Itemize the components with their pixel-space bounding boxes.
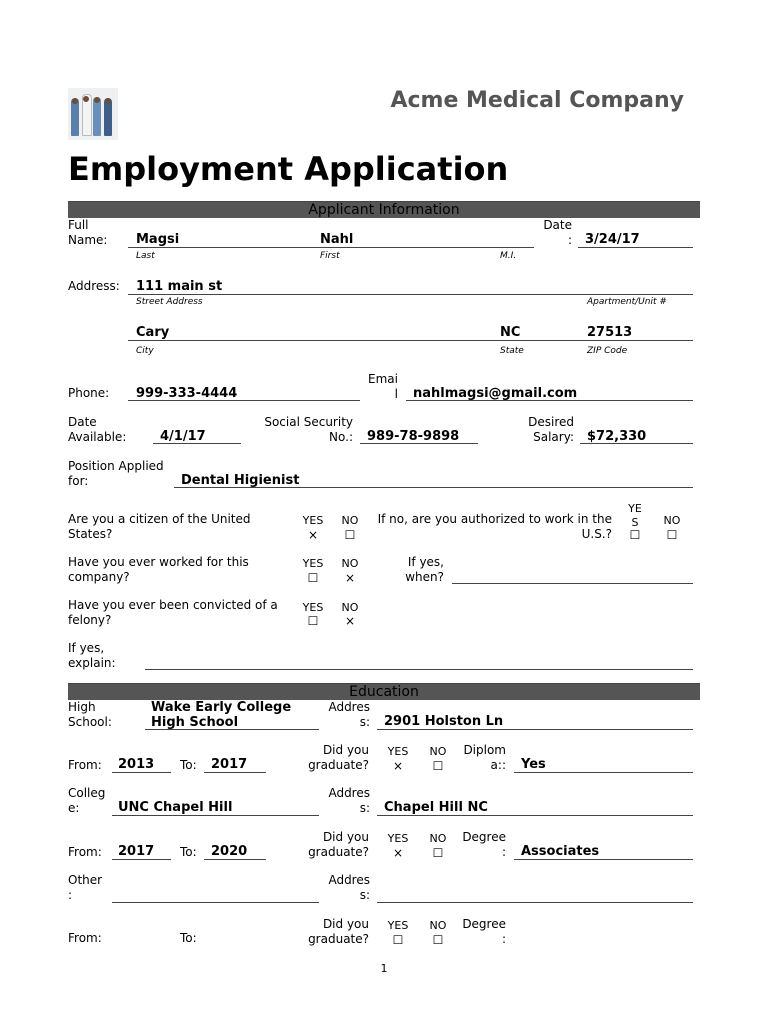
college-underline (112, 815, 319, 816)
high-school-underline (145, 729, 319, 730)
page-number: 1 (380, 962, 388, 975)
name-underline (128, 247, 534, 248)
col-graduate-label: Did you graduate? (308, 830, 369, 859)
col-address-label: Addres s: (328, 786, 370, 815)
col-from-value[interactable]: 2017 (118, 844, 155, 859)
explain-underline[interactable] (145, 669, 693, 670)
explain-label: If yes, explain: (68, 641, 116, 670)
worked-yes-label: YES (302, 557, 324, 570)
hs-from-underline (112, 772, 171, 773)
date-available-value[interactable]: 4/1/17 (160, 429, 206, 444)
date-label: Date : (543, 218, 572, 247)
logo-figure-head (105, 98, 111, 104)
felony-yes-label: YES (302, 601, 324, 614)
position-value[interactable]: Dental Higienist (181, 473, 300, 488)
apt-sub-label: Apartment/Unit # (587, 297, 667, 307)
email-label: Emai l (368, 372, 398, 401)
date-available-underline (153, 443, 241, 444)
phone-label: Phone: (68, 386, 110, 400)
col-degree-label: Degree : (462, 830, 506, 859)
last-name-value[interactable]: Magsi (136, 232, 180, 247)
oth-yes-label: YES (387, 919, 409, 932)
authorized-yes-label: YE S (628, 502, 642, 529)
hs-from-label: From: (68, 758, 102, 772)
state-value[interactable]: NC (500, 325, 521, 340)
oth-degree-label: Degree : (462, 917, 506, 946)
position-underline (174, 487, 693, 488)
college-value[interactable]: UNC Chapel Hill (118, 800, 233, 815)
street-sub-label: Street Address (136, 297, 203, 307)
felony-question: Have you ever been convicted of a felony? (68, 598, 278, 627)
col-from-label: From: (68, 845, 102, 859)
high-school-value[interactable]: Wake Early College High School (151, 700, 292, 730)
phone-value[interactable]: 999-333-4444 (136, 386, 238, 401)
hs-from-value[interactable]: 2013 (118, 757, 155, 772)
city-sub-label: City (136, 346, 154, 356)
oth-yes-checkbox[interactable]: ☐ (392, 933, 404, 947)
ssn-value[interactable]: 989-78-9898 (367, 429, 460, 444)
col-degree-value[interactable]: Associates (521, 844, 600, 859)
page-title: Employment Application (68, 150, 509, 188)
salary-value[interactable]: $72,330 (587, 429, 647, 444)
city-underline (128, 340, 693, 341)
citizen-no-label: NO (341, 514, 359, 527)
logo-figure-head (94, 97, 100, 103)
citizen-question: Are you a citizen of the United States? (68, 512, 251, 541)
zip-sub-label: ZIP Code (587, 346, 628, 356)
hs-address-value[interactable]: 2901 Holston Ln (384, 714, 504, 729)
oth-from-label: From: (68, 931, 102, 945)
hs-address-label: Addres s: (328, 700, 370, 729)
citizen-yes-checkbox[interactable]: × (307, 528, 319, 542)
city-value[interactable]: Cary (136, 325, 170, 340)
col-yes-checkbox[interactable]: × (392, 846, 404, 860)
other-label: Other : (68, 873, 103, 902)
worked-no-label: NO (341, 557, 359, 570)
first-sub-label: First (320, 251, 340, 261)
felony-yes-checkbox[interactable]: ☐ (307, 614, 319, 628)
when-label: If yes, when? (405, 555, 444, 584)
section-title: Applicant Information (308, 202, 460, 218)
logo-figure-head (83, 96, 89, 102)
section-band-applicant (68, 201, 700, 218)
last-sub-label: Last (136, 251, 155, 261)
oth-no-label: NO (429, 919, 447, 932)
zip-value[interactable]: 27513 (587, 325, 633, 340)
hs-diploma-value[interactable]: Yes (521, 757, 546, 772)
citizen-no-checkbox[interactable]: ☐ (344, 528, 356, 542)
other-underline[interactable] (112, 902, 319, 903)
worked-no-checkbox[interactable]: × (344, 571, 356, 585)
high-school-label: High School: (68, 700, 112, 729)
col-no-label: NO (429, 832, 447, 845)
authorized-yes-checkbox[interactable]: ☐ (629, 528, 641, 542)
col-to-value[interactable]: 2020 (211, 844, 248, 859)
hs-diploma-underline (514, 772, 693, 773)
col-to-underline (204, 859, 266, 860)
authorized-no-label: NO (663, 514, 681, 527)
col-degree-underline (514, 859, 693, 860)
citizen-yes-label: YES (302, 514, 324, 527)
col-yes-label: YES (387, 832, 409, 845)
position-label: Position Applied for: (68, 459, 164, 488)
hs-yes-label: YES (387, 745, 409, 758)
salary-underline (580, 443, 693, 444)
ssn-underline (360, 443, 478, 444)
col-address-underline (377, 815, 693, 816)
oth-graduate-label: Did you graduate? (308, 917, 369, 946)
company-name: Acme Medical Company (390, 88, 684, 113)
first-name-value[interactable]: Nahl (320, 232, 354, 247)
col-from-underline (112, 859, 171, 860)
hs-to-value[interactable]: 2017 (211, 757, 248, 772)
hs-yes-checkbox[interactable]: × (392, 759, 404, 773)
company-logo (68, 88, 118, 140)
hs-to-underline (204, 772, 266, 773)
other-address-underline[interactable] (377, 902, 693, 903)
col-address-value[interactable]: Chapel Hill NC (384, 800, 488, 815)
worked-question: Have you ever worked for this company? (68, 555, 249, 584)
mi-sub-label: M.I. (500, 251, 517, 261)
hs-graduate-label: Did you graduate? (308, 743, 369, 772)
street-underline (128, 294, 693, 295)
date-underline (578, 247, 693, 248)
felony-no-checkbox[interactable]: × (344, 614, 356, 628)
authorized-question: If no, are you authorized to work in the U.S.? (377, 512, 612, 541)
ssn-label: Social Security No.: (264, 415, 353, 444)
logo-figure-head (72, 98, 78, 104)
email-underline (406, 400, 693, 401)
date-value[interactable]: 3/24/17 (585, 232, 640, 247)
full-name-label: Full Name: (68, 218, 108, 247)
other-address-label: Addres s: (328, 873, 370, 902)
hs-diploma-label: Diplom a:: (463, 743, 506, 772)
when-underline[interactable] (452, 583, 693, 584)
college-label: Colleg e: (68, 786, 106, 815)
oth-to-label: To: (180, 931, 197, 945)
street-value[interactable]: 111 main st (136, 279, 223, 294)
oth-no-checkbox[interactable]: ☐ (432, 933, 444, 947)
hs-no-checkbox[interactable]: ☐ (432, 759, 444, 773)
col-no-checkbox[interactable]: ☐ (432, 846, 444, 860)
salary-label: Desired Salary: (528, 415, 574, 444)
section-band-education (68, 683, 700, 700)
email-value[interactable]: nahlmagsi@gmail.com (413, 386, 578, 401)
state-sub-label: State (500, 346, 524, 356)
address-label: Address: (68, 279, 120, 293)
authorized-no-checkbox[interactable]: ☐ (666, 528, 678, 542)
hs-address-underline (377, 729, 693, 730)
worked-yes-checkbox[interactable]: ☐ (307, 571, 319, 585)
hs-to-label: To: (180, 758, 197, 772)
col-to-label: To: (180, 845, 197, 859)
date-available-label: Date Available: (68, 415, 127, 444)
felony-no-label: NO (341, 601, 359, 614)
phone-underline (128, 400, 360, 401)
hs-no-label: NO (429, 745, 447, 758)
section-title: Education (349, 684, 419, 700)
